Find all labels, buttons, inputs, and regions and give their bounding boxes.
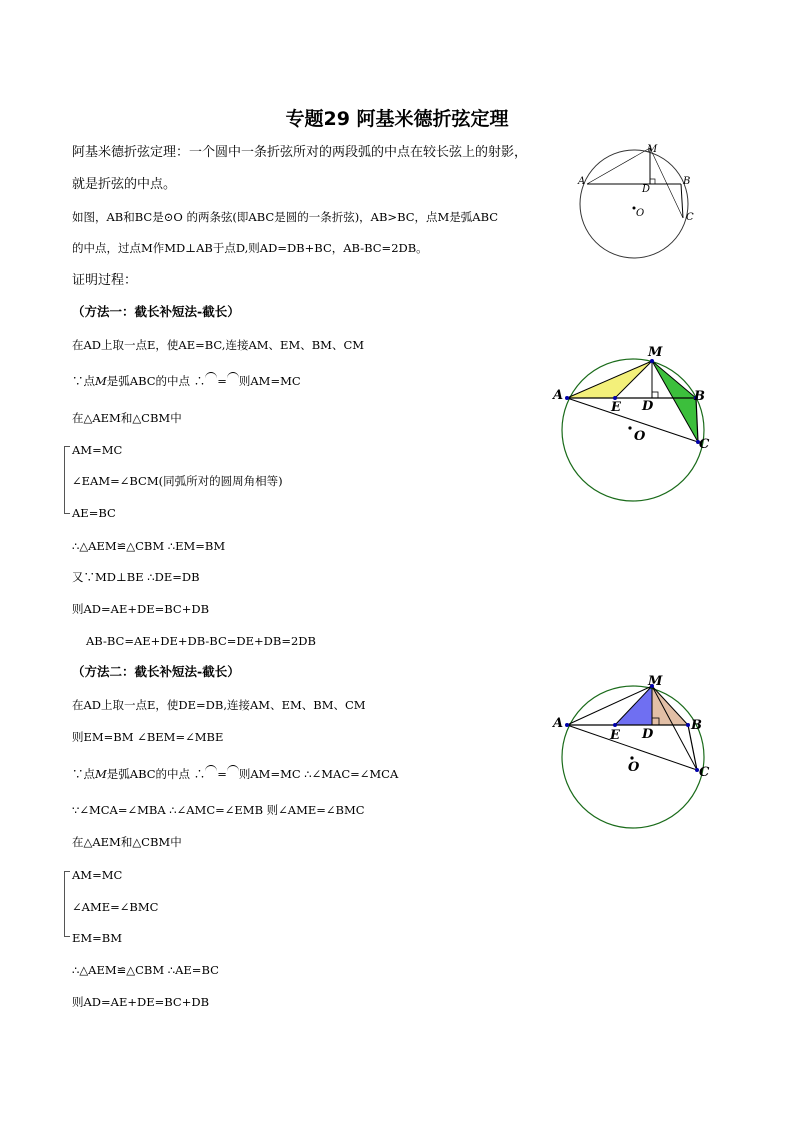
method2-step2: 则EM=BM ∠BEM=∠MBE bbox=[72, 730, 224, 744]
method2-step6: ∴△AEM≌△CBM ∴AE=BC bbox=[72, 963, 219, 977]
method2-step3-eq: = bbox=[217, 767, 227, 781]
label-d: D bbox=[642, 727, 654, 742]
label-c: C bbox=[699, 765, 710, 780]
label-o: O bbox=[634, 429, 646, 444]
label-e: E bbox=[611, 400, 621, 415]
label-m: M bbox=[647, 144, 658, 155]
method1-step6: 则AD=AE+DE=BC+DB bbox=[72, 602, 210, 616]
method1-step2-c: 则AM=MC bbox=[238, 374, 301, 388]
method2-brace bbox=[64, 871, 70, 937]
arc-icon bbox=[227, 372, 239, 390]
method2-cond2: ∠AME=∠BMC bbox=[72, 900, 159, 914]
label-b: B bbox=[691, 718, 702, 733]
method1-cond3: AE=BC bbox=[72, 506, 116, 520]
proof-heading: 证明过程： bbox=[72, 273, 138, 288]
circle-o bbox=[580, 150, 691, 258]
label-c: C bbox=[699, 437, 710, 452]
method2-cond3: EM=BM bbox=[72, 931, 123, 945]
theorem-line-1: 阿基米德折弦定理：一个圆中一条折弦所对的两段弧的中点在较长弦上的射影， bbox=[72, 145, 528, 160]
label-b: B bbox=[683, 176, 691, 187]
method1-cond1: AM=MC bbox=[72, 443, 123, 457]
point-a bbox=[565, 396, 569, 400]
figure-method1 bbox=[548, 340, 724, 506]
theorem-line-4: 的中点，过点M作MD⊥AB于点D,则AD=DB+BC，AB-BC=2DB。 bbox=[72, 241, 428, 255]
right-angle-mark bbox=[652, 392, 658, 398]
method2-step1: 在AD上取一点E，使DE=DB,连接AM、EM、BM、CM bbox=[72, 698, 366, 712]
arc-icon bbox=[227, 765, 239, 783]
label-a: A bbox=[553, 388, 564, 403]
theorem-line-2: 就是折弦的中点。 bbox=[72, 177, 177, 192]
label-a: A bbox=[578, 176, 586, 187]
label-d: D bbox=[642, 184, 651, 195]
right-angle-mark bbox=[650, 179, 655, 184]
method2-heading: （方法二：截长补短法-截长） bbox=[72, 664, 240, 679]
method1-step2-m: M bbox=[95, 374, 107, 388]
method1-step2-a: ∵点 bbox=[72, 374, 95, 388]
method1-step2-eq: = bbox=[217, 374, 227, 388]
method1-step7: AB-BC=AE+DE+DB-BC=DE+DB=2DB bbox=[86, 634, 316, 648]
label-m: M bbox=[648, 674, 663, 689]
center-dot bbox=[628, 426, 631, 429]
method1-step5: 又∵MD⊥BE ∴DE=DB bbox=[72, 570, 200, 584]
point-e bbox=[613, 723, 617, 727]
method2-step3-c: 则AM=MC ∴∠MAC=∠MCA bbox=[238, 767, 399, 781]
point-a bbox=[565, 723, 569, 727]
method1-step3: 在△AEM和△CBM中 bbox=[72, 411, 182, 425]
label-e: E bbox=[610, 728, 620, 743]
method1-brace bbox=[64, 446, 70, 514]
figure-method2 bbox=[548, 672, 724, 838]
method2-step3 bbox=[72, 765, 398, 783]
method2-step7: 则AD=AE+DE=BC+DB bbox=[72, 995, 210, 1009]
label-d: D bbox=[642, 399, 654, 414]
method2-step3-b: 是弧ABC的中点 ∴ bbox=[106, 767, 206, 781]
label-a: A bbox=[553, 716, 564, 731]
label-o: O bbox=[636, 208, 645, 219]
point-b bbox=[686, 723, 690, 727]
method2-cond1: AM=MC bbox=[72, 868, 123, 882]
page-title: 专题29 阿基米德折弦定理 bbox=[285, 108, 509, 130]
method2-step3-a: ∵点 bbox=[72, 767, 95, 781]
method1-step2 bbox=[72, 372, 301, 390]
arc-icon bbox=[205, 372, 217, 390]
method1-cond2: ∠EAM=∠BCM(同弧所对的圆周角相等) bbox=[72, 474, 283, 488]
figure-theorem bbox=[570, 136, 710, 266]
label-o: O bbox=[628, 760, 640, 775]
method2-step4: ∵∠MCA=∠MBA ∴∠AMC=∠EMB 则∠AME=∠BMC bbox=[72, 803, 365, 817]
method2-step3-m: M bbox=[95, 767, 107, 781]
arc-icon bbox=[205, 765, 217, 783]
label-c: C bbox=[686, 212, 694, 223]
theorem-line-3: 如图，AB和BC是⊙O 的两条弦(即ABC是圆的一条折弦)，AB>BC，点M是弧ABC bbox=[72, 210, 499, 224]
method1-step4: ∴△AEM≌△CBM ∴EM=BM bbox=[72, 539, 226, 553]
chord-bc bbox=[681, 184, 683, 218]
label-m: M bbox=[648, 345, 663, 360]
line-am bbox=[587, 148, 650, 184]
method2-step5: 在△AEM和△CBM中 bbox=[72, 835, 182, 849]
method1-heading: （方法一：截长补短法-截长） bbox=[72, 304, 240, 319]
label-b: B bbox=[694, 389, 705, 404]
method1-step2-b: 是弧ABC的中点 ∴ bbox=[106, 374, 206, 388]
method1-step1: 在AD上取一点E，使AE=BC,连接AM、EM、BM、CM bbox=[72, 338, 365, 352]
